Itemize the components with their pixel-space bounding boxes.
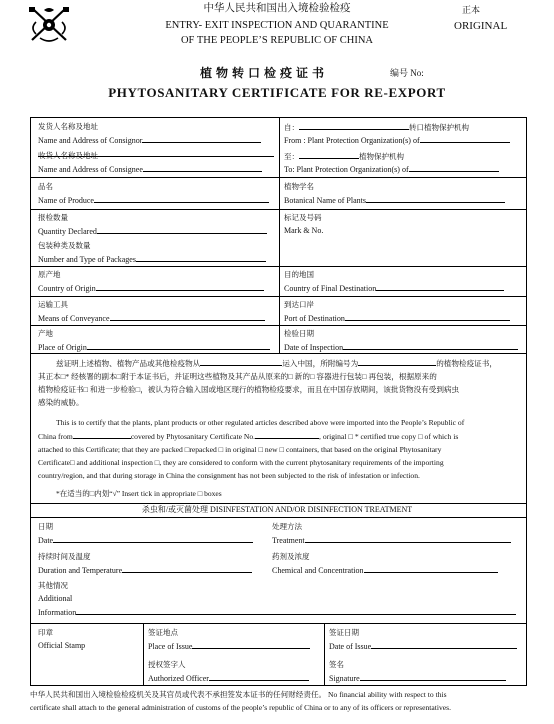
header-en-line2: OF THE PEOPLE’S REPUBLIC OF CHINA xyxy=(180,35,374,46)
from-org-field xyxy=(284,120,510,147)
consignor-label-cn: 发货人名称及地址 xyxy=(38,122,98,131)
inspection-date-field xyxy=(284,327,518,354)
duration-label-en: Duration and Temperature xyxy=(38,566,123,575)
officer-input-line[interactable] xyxy=(209,671,309,681)
date-issue-input-line[interactable] xyxy=(371,639,517,649)
quantity-input-line[interactable] xyxy=(97,224,267,234)
certificate-title-cn: 植物转口检疫证书 xyxy=(200,66,329,80)
declaration-en-line3: attached to this Certificate; that they are packed □repacked □ in original □ new □ containers, that based on the original Phytosanitary xyxy=(38,445,442,454)
declaration-en-certno-line[interactable] xyxy=(255,429,319,439)
packages-field xyxy=(38,239,266,266)
official-stamp-field xyxy=(38,626,85,652)
mark-label-en: Mark & No. xyxy=(284,226,324,235)
conveyance-input-line[interactable] xyxy=(110,311,265,321)
botanical-label-cn: 植物学名 xyxy=(284,182,314,191)
declaration-certno-line[interactable] xyxy=(358,356,436,366)
destination-country-label-en: Country of Final Destination xyxy=(284,284,377,293)
declaration-cn-part-b: 运入中国，所附编号为 xyxy=(282,359,359,368)
quantity-field xyxy=(38,211,267,238)
additional-label-en2: Information xyxy=(38,608,77,617)
additional-label-cn: 其他情况 xyxy=(38,581,68,590)
declaration-en-line4: Certificate□ and additional inspection □, they are considered to conform with the current phytosanitary requirements of the importing xyxy=(38,458,444,467)
place-origin-label-cn: 产地 xyxy=(38,329,53,338)
consignee-label-en: Name and Address of Consignee xyxy=(38,165,143,174)
row-divider xyxy=(30,517,527,518)
destination-country-label-cn: 目的地国 xyxy=(284,270,314,279)
footer-line2: certificate shall attach to the general administration of customs of the people’s republic of China or to any of its officers or representatives. xyxy=(30,703,451,712)
duration-input-line[interactable] xyxy=(122,563,252,573)
authorized-officer-field xyxy=(148,658,309,685)
place-issue-label-cn: 签证地点 xyxy=(148,628,178,637)
inspection-date-label-cn: 检验日期 xyxy=(284,329,314,338)
declaration-from-line[interactable] xyxy=(200,356,282,366)
treatment-method-label-en: Treatment xyxy=(272,536,305,545)
produce-field xyxy=(38,180,269,207)
to-org-input-line[interactable] xyxy=(409,162,499,172)
declaration-en-from-line[interactable] xyxy=(73,429,131,439)
duration-label-cn: 持续时间及温度 xyxy=(38,552,91,561)
port-field xyxy=(284,298,510,325)
signature-input-line[interactable] xyxy=(360,671,506,681)
treatment-method-label-cn: 处理方法 xyxy=(272,522,302,531)
declaration-en-part-c: , original □ * certified true copy □ of which is xyxy=(319,432,459,441)
declaration-cn-line4: 感染的威胁。 xyxy=(38,398,84,407)
consignee-field xyxy=(38,149,262,176)
additional-info-input-line[interactable] xyxy=(76,605,516,615)
treatment-method-input-line[interactable] xyxy=(305,533,511,543)
place-issue-field xyxy=(148,626,310,653)
treatment-date-input-line[interactable] xyxy=(53,533,253,543)
origin-label-cn: 原产地 xyxy=(38,270,61,279)
duration-field xyxy=(38,550,252,577)
produce-input-line[interactable] xyxy=(94,193,269,203)
botanical-label-en: Botanical Name of Plants xyxy=(284,196,366,205)
officer-label-en: Authorized Officer xyxy=(148,674,209,683)
origin-field xyxy=(38,268,264,295)
packages-label-cn: 包装种类及数量 xyxy=(38,241,91,250)
from-org-input-line[interactable] xyxy=(420,133,510,143)
conveyance-label-cn: 运输工具 xyxy=(38,300,68,309)
port-label-cn: 到达口岸 xyxy=(284,300,314,309)
chemical-label-cn: 药剂及浓度 xyxy=(272,552,310,561)
liability-footer xyxy=(30,688,527,714)
inspection-date-input-line[interactable] xyxy=(343,340,518,350)
conveyance-label-en: Means of Conveyance xyxy=(38,314,110,323)
treatment-title: 杀虫和/或灭菌处理 DISINFESTATION AND/OR DISINFECTION TREATMENT xyxy=(141,505,413,514)
botanical-field xyxy=(284,180,505,207)
from-org-country-line[interactable] xyxy=(299,120,409,130)
stamp-label-en: Official Stamp xyxy=(38,641,86,650)
quantity-label-cn: 报检数量 xyxy=(38,213,68,222)
from-org-label-en: From : Plant Protection Organization(s) of xyxy=(284,136,420,145)
consignee-label-cn: 收货人名称及地址 xyxy=(38,151,98,160)
consignee-input-line[interactable] xyxy=(143,162,262,172)
row-divider xyxy=(30,503,527,504)
packages-input-line[interactable] xyxy=(136,252,266,262)
column-divider xyxy=(143,623,144,686)
from-org-suffix-cn: 转口植物保护机构 xyxy=(409,123,469,132)
date-issue-label-cn: 签证日期 xyxy=(329,628,359,637)
date-issue-label-en: Date of Issue xyxy=(329,642,372,651)
treatment-date-label-cn: 日期 xyxy=(38,522,53,531)
chemical-input-line[interactable] xyxy=(364,563,498,573)
tick-note: *在适当的□内划“√” Insert tick in appropriate □ boxes xyxy=(56,489,222,498)
declaration-cn-line2: 其正本□* 经核署的副本□附于本证书后，并证明这些植物及其产品从原来的□ 新的□ 容器进行包装□ 再包装，根据原来的 xyxy=(38,372,437,381)
quantity-label-en: Quantity Declared xyxy=(38,227,97,236)
declaration-cn-part-a: 兹证明上述植物、植物产品或其他检疫物从 xyxy=(56,359,201,368)
original-en-label: ORIGINAL xyxy=(454,20,508,32)
port-input-line[interactable] xyxy=(345,311,510,321)
botanical-input-line[interactable] xyxy=(366,193,505,203)
stamp-label-cn: 印章 xyxy=(38,628,53,637)
destination-country-input-line[interactable] xyxy=(376,281,504,291)
declaration-cn-part-c: 的植物检疫证书， xyxy=(436,359,497,368)
column-divider xyxy=(279,117,280,353)
officer-label-cn: 授权签字人 xyxy=(148,660,186,669)
column-divider xyxy=(324,623,325,686)
date-issue-field xyxy=(329,626,517,653)
from-org-prefix-cn: 自： xyxy=(284,123,299,132)
produce-label-cn: 品名 xyxy=(38,182,53,191)
certificate-number-label: 编号 No: xyxy=(390,68,424,78)
port-label-en: Port of Destination xyxy=(284,314,345,323)
chemical-label-en: Chemical and Concentration xyxy=(272,566,364,575)
declaration-cn xyxy=(38,356,522,409)
additional-label-en1: Additional xyxy=(38,594,73,603)
declaration-en-part-a: China from xyxy=(38,432,73,441)
to-org-country-line[interactable] xyxy=(299,149,359,159)
packages-label-en: Number and Type of Packages xyxy=(38,255,136,264)
place-issue-label-en: Place of Issue xyxy=(148,642,193,651)
treatment-method-field xyxy=(272,520,511,547)
treatment-date-field xyxy=(38,520,253,547)
footer-line1: 中华人民共和国出入境检验检疫机关及其官员或代表不承担签发本证书的任何财经责任。 No financial ability with respect to this xyxy=(30,690,447,699)
conveyance-field xyxy=(38,298,265,325)
place-origin-label-en: Place of Origin xyxy=(38,343,87,352)
original-cn-label: 正本 xyxy=(462,5,481,15)
mark-field xyxy=(284,211,323,237)
signature-field xyxy=(329,658,506,685)
inspection-date-label-en: Date of Inspection xyxy=(284,343,344,352)
place-origin-input-line[interactable] xyxy=(87,340,270,350)
chemical-field xyxy=(272,550,498,577)
treatment-date-label-en: Date xyxy=(38,536,54,545)
origin-label-en: Country of Origin xyxy=(38,284,96,293)
additional-info-field xyxy=(38,579,516,619)
certificate-title-en: PHYTOSANITARY CERTIFICATE FOR RE-EXPORT xyxy=(108,85,446,100)
produce-label-en: Name of Produce xyxy=(38,196,94,205)
declaration-cn-line3: 植物检疫证书□ 和进一步检验□，被认为符合输入国或地区现行的植物检疫要求，而且在中国存放期间，该批货物没有受到病虫 xyxy=(38,385,460,394)
declaration-en-line1: This is to certify that the plants, plant products or other regulated articles described above were imported into the People’s Republic of xyxy=(56,418,465,427)
header-en-line1: ENTRY- EXIT INSPECTION AND QUARANTINE xyxy=(165,20,389,31)
sign-label-en: Signature xyxy=(329,674,360,683)
consignor-input-line[interactable] xyxy=(142,133,261,143)
declaration-en xyxy=(38,416,522,482)
place-issue-input-line[interactable] xyxy=(192,639,310,649)
to-org-label-en: To: Plant Protection Organization(s) of xyxy=(284,165,409,174)
row-divider xyxy=(30,623,527,624)
declaration-en-part-b: covered by Phytosanitary Certificate No. xyxy=(130,432,256,441)
header-cn-title: 中华人民共和国出入境检验检疫 xyxy=(203,3,351,14)
place-origin-field xyxy=(38,327,270,354)
sign-label-cn: 签名 xyxy=(329,660,344,669)
mark-label-cn: 标记及号码 xyxy=(284,213,322,222)
consignor-label-en: Name and Address of Consignor xyxy=(38,136,143,145)
declaration-en-line5: country/region, and that during storage in China the consignment has not been subjected to the risk of infestation or infection. xyxy=(38,471,420,480)
to-org-field xyxy=(284,149,499,176)
destination-country-field xyxy=(284,268,504,295)
origin-input-line[interactable] xyxy=(96,281,264,291)
to-org-suffix-cn: 植物保护机构 xyxy=(359,152,404,161)
to-org-prefix-cn: 至： xyxy=(284,152,299,161)
